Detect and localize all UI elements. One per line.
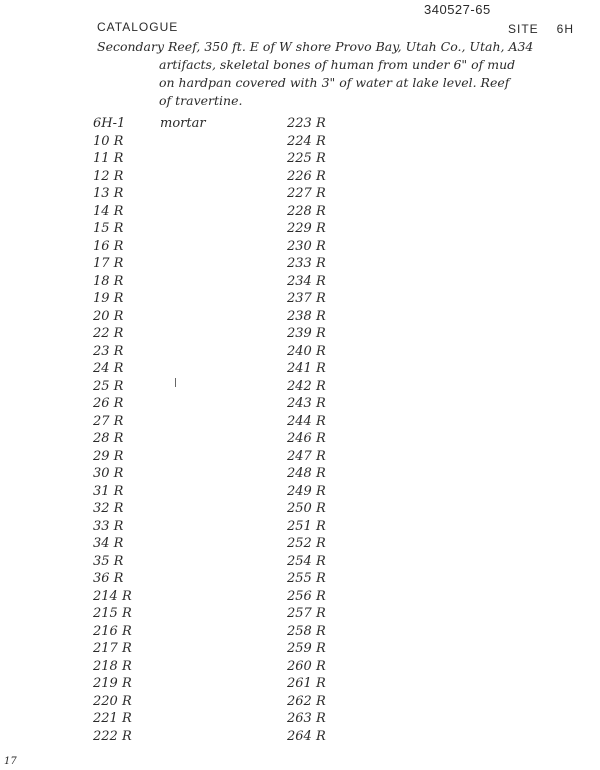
catalogue-number: 243 R <box>287 396 326 411</box>
catalogue-number: 230 R <box>287 238 326 254</box>
site-label <box>508 22 574 36</box>
catalogue-number: 263 R <box>287 711 326 726</box>
catalogue-number: 259 R <box>287 641 326 656</box>
catalogue-number: 256 R <box>287 588 326 604</box>
specimen-number: 28 R <box>93 431 124 446</box>
specimen-number: 22 R <box>93 326 124 341</box>
catalogue-number: 244 R <box>287 413 326 429</box>
catalogue-number: 262 R <box>287 693 326 709</box>
catalogue-number: 240 R <box>287 343 326 359</box>
specimen-number: 25 R <box>93 378 124 394</box>
catalogue-number: 246 R <box>287 431 326 446</box>
catalogue-number: 248 R <box>287 466 326 481</box>
pencil-mark <box>175 378 176 387</box>
specimen-number: 29 R <box>93 448 124 464</box>
page-corner-mark: 17 <box>4 756 17 767</box>
specimen-number: 215 R <box>93 606 132 621</box>
specimen-number: 11 R <box>93 151 124 166</box>
catalogue-number: 250 R <box>287 501 326 516</box>
specimen-number: 34 R <box>93 536 124 551</box>
specimen-number: 20 R <box>93 308 124 324</box>
specimen-number: 219 R <box>93 676 132 691</box>
catalogue-number: 264 R <box>287 728 326 744</box>
description-line: on hardpan covered with 3" of water at lake level. Reef <box>159 75 510 90</box>
catalogue-number: 255 R <box>287 571 326 586</box>
specimen-number: 24 R <box>93 361 124 376</box>
catalogue-number: 261 R <box>287 676 326 691</box>
catalogue-number: 260 R <box>287 658 326 674</box>
catalogue-number: 225 R <box>287 151 326 166</box>
specimen-number: 17 R <box>93 256 124 271</box>
catalogue-number: 238 R <box>287 308 326 324</box>
specimen-number: 32 R <box>93 501 124 516</box>
description-line: artifacts, skeletal bones of human from under 6" of mud <box>159 57 516 72</box>
catalogue-number: 254 R <box>287 553 326 569</box>
catalogue-number: 228 R <box>287 203 326 219</box>
specimen-number: 220 R <box>93 693 132 709</box>
catalogue-number: 223 R <box>287 116 326 131</box>
specimen-number: 14 R <box>93 203 124 219</box>
specimen-number: 218 R <box>93 658 132 674</box>
specimen-number: 18 R <box>93 273 124 289</box>
description-line: Secondary Reef, 350 ft. E of W shore Provo Bay, Utah Co., Utah, A34 <box>97 39 534 54</box>
catalogue-number: 242 R <box>287 378 326 394</box>
catalogue-number: 229 R <box>287 221 326 236</box>
catalogue-number: 233 R <box>287 256 326 271</box>
catalogue-number: 251 R <box>287 518 326 534</box>
catalogue-number: 241 R <box>287 361 326 376</box>
specimen-number: 26 R <box>93 396 124 411</box>
catalogue-number: 252 R <box>287 536 326 551</box>
site-label-text: SITE <box>508 22 539 36</box>
specimen-description: mortar <box>160 116 206 131</box>
catalogue-number: 234 R <box>287 273 326 289</box>
catalogue-number: 258 R <box>287 623 326 639</box>
specimen-number: 16 R <box>93 238 124 254</box>
catalogue-number: 237 R <box>287 291 326 306</box>
specimen-number: 13 R <box>93 186 124 201</box>
catalogue-number: 247 R <box>287 448 326 464</box>
specimen-number: 214 R <box>93 588 132 604</box>
document-number: 340527-65 <box>424 2 491 17</box>
specimen-number: 19 R <box>93 291 124 306</box>
specimen-number: 221 R <box>93 711 132 726</box>
description-line: of travertine. <box>159 93 243 108</box>
specimen-number: 31 R <box>93 483 124 499</box>
catalogue-heading: CATALOGUE <box>97 20 179 34</box>
specimen-number: 35 R <box>93 553 124 569</box>
catalogue-number: 249 R <box>287 483 326 499</box>
specimen-number: 33 R <box>93 518 124 534</box>
specimen-number: 216 R <box>93 623 132 639</box>
site-description <box>97 38 597 110</box>
site-code: 6H <box>556 22 575 36</box>
specimen-number: 27 R <box>93 413 124 429</box>
specimen-number: 23 R <box>93 343 124 359</box>
catalogue-number: 257 R <box>287 606 326 621</box>
catalogue-number: 239 R <box>287 326 326 341</box>
catalogue-number: 227 R <box>287 186 326 201</box>
specimen-number: 6H-1 <box>93 116 126 131</box>
catalogue-number: 224 R <box>287 133 326 149</box>
specimen-number: 10 R <box>93 133 124 149</box>
specimen-number: 222 R <box>93 728 132 744</box>
specimen-number: 15 R <box>93 221 124 236</box>
specimen-number: 12 R <box>93 168 124 184</box>
specimen-number: 30 R <box>93 466 124 481</box>
specimen-number: 36 R <box>93 571 124 586</box>
catalogue-number: 226 R <box>287 168 326 184</box>
specimen-number: 217 R <box>93 641 132 656</box>
